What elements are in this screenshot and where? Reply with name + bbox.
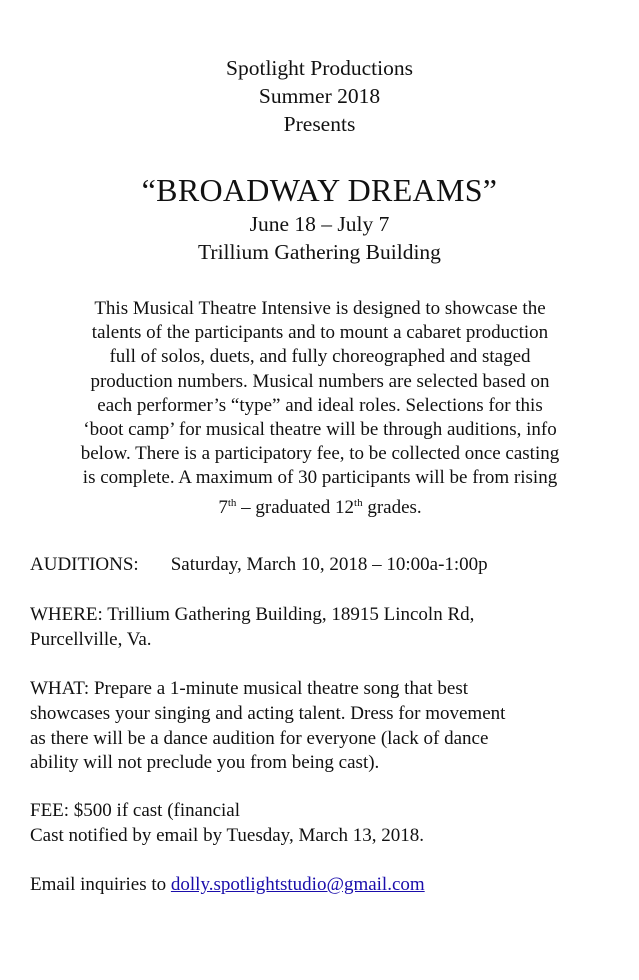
auditions-line [30, 553, 488, 578]
what-line: ability will not preclude you from being cast). [30, 752, 380, 774]
grade-middle: – graduated 12 [236, 496, 355, 518]
company-name: Spotlight Productions [226, 56, 413, 80]
email-link[interactable]: dolly.spotlightstudio@gmail.com [170, 874, 425, 895]
grade-start-suffix: th [227, 496, 237, 509]
fee-line: FEE: $500 if cast (financial [30, 800, 240, 821]
auditions-value: Saturday, March 10, 2018 – 10:00a-1:00p [170, 554, 488, 575]
where-line: Purcellville, Va. [30, 628, 152, 650]
grade-end-suffix: th [354, 496, 363, 509]
description-line: full of solos, duets, and fully choreographed and staged [109, 346, 531, 368]
description-line: This Musical Theatre Intensive is designed to showcase the [94, 298, 546, 319]
show-dates: June 18 – July 7 [249, 212, 390, 236]
what-line: as there will be a dance audition for everyone (lack of dance [30, 727, 489, 749]
description-line: below. There is a participatory fee, to be collected once casting [80, 443, 560, 465]
contact-prefix: Email inquiries to [30, 874, 171, 895]
what-section [30, 677, 505, 776]
where-line: WHERE: Trillium Gathering Building, 18915 Lincoln Rd, [30, 604, 475, 625]
show-title: “BROADWAY DREAMS” [141, 172, 498, 208]
grade-start: 7 [218, 496, 228, 518]
description [20, 297, 620, 520]
description-line: talents of the participants and to mount a cabaret production [91, 322, 549, 344]
fee-section [30, 799, 424, 849]
description-line: each performer’s “type” and ideal roles. Selections for this [97, 394, 543, 416]
what-line: WHAT: Prepare a 1-minute musical theatre song that best [30, 678, 469, 699]
cast-notice-line: Cast notified by email by Tuesday, March 13, 2018. [30, 824, 425, 846]
presents: Presents [283, 112, 356, 136]
grades-line [20, 496, 620, 520]
description-line: is complete. A maximum of 30 participants will be from rising [82, 467, 558, 489]
grade-end: grades. [362, 496, 422, 518]
description-line: production numbers. Musical numbers are selected based on [90, 370, 550, 392]
auditions-label: AUDITIONS: [30, 554, 139, 575]
what-line: showcases your singing and acting talent. Dress for movement [30, 702, 506, 724]
season: Summer 2018 [258, 84, 381, 108]
description-line: ‘boot camp’ for musical theatre will be through auditions, info [83, 419, 557, 441]
where-section [30, 603, 474, 653]
contact-line [30, 873, 425, 898]
show-venue: Trillium Gathering Building [198, 240, 441, 264]
